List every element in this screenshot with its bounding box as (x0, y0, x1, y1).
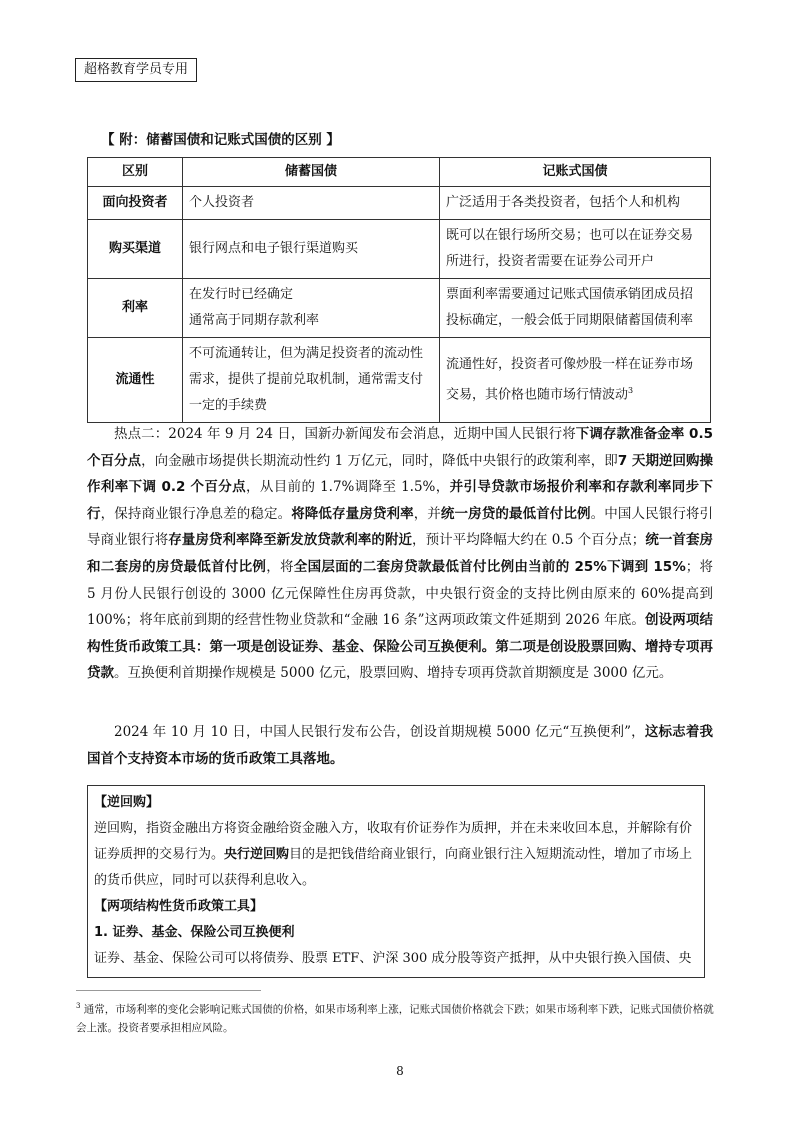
header-category: 区别 (88, 158, 183, 187)
cell-savings: 个人投资者 (183, 187, 440, 220)
header-bookentry-bond: 记账式国债 (440, 158, 711, 187)
box-subheading: 1. 证券、基金、保险公司互换便利 (94, 925, 295, 940)
announcement-paragraph: 2024 年 10 月 10 日，中国人民银行发布公告，创设首期规模 5000 亿元“互换便利”，这标志着我国首个支持资本市场的货币政策工具落地。 (87, 724, 714, 767)
footnote: $^3$ 通常，市场利率的变化会影响记账式国债的价格，如果市场利率上涨，记账式国债价格就会下跌；如果市场利率下跌，记账式国债价格就会上涨。投资者要承担相应风险。 (76, 1002, 714, 1034)
cell-savings: 银行网点和电子银行渠道购买 (183, 220, 440, 279)
comparison-table (87, 157, 711, 423)
table-header-row (88, 158, 711, 187)
section-title: 【 附：储蓄国债和记账式国债的区别 】 (101, 132, 340, 148)
table-row (88, 279, 711, 338)
table-row (88, 187, 711, 220)
row-label: 利率 (88, 279, 183, 338)
box-heading-tools: 【两项结构性货币政策工具】 (94, 899, 264, 914)
footnote-ref: 3 (628, 385, 634, 395)
glossary-box (87, 785, 705, 978)
cell-savings: 在发行时已经确定 通常高于同期存款利率 (183, 279, 440, 338)
cell-bookentry: 既可以在银行场所交易；也可以在证券交易所进行，投资者需要在证券公司开户 (440, 220, 711, 279)
table-row (88, 338, 711, 423)
row-label: 流通性 (88, 338, 183, 423)
document-stamp: 超格教育学员专用 (75, 58, 197, 82)
box-heading-reverse-repo: 【逆回购】 (94, 795, 160, 810)
row-label: 购买渠道 (88, 220, 183, 279)
box-paragraph: 证券、基金、保险公司可以将债券、股票 ETF、沪深 300 成分股等资产抵押，从中央银行换入国债、央 (94, 951, 692, 966)
table-row (88, 220, 711, 279)
cell-savings: 不可流通转让，但为满足投资者的流动性需求，提供了提前兑取机制，通常需支付一定的手续费 (183, 338, 440, 423)
box-paragraph: 逆回购，指资金融出方将资金融给资金融入方，收取有价证券作为质押，并在未来收回本息，并解除有价证券质押的交易行为。央行逆回购目的是把钱借给商业银行，向商业银行注入短期流动性，增加了市场上的货币供应，同时可以获得利息收入。 (94, 821, 693, 888)
page-number: 8 (396, 1064, 404, 1078)
footnote-divider (76, 990, 261, 991)
cell-bookentry: 票面利率需要通过记账式国债承销团成员招投标确定，一般会低于同期限储蓄国债利率 (440, 279, 711, 338)
row-label: 面向投资者 (88, 187, 183, 220)
hotspot-paragraph: 热点二：2024 年 9 月 24 日，国新办新闻发布会消息，近期中国人民银行将下调存款准备金率 0.5 个百分点，向金融市场提供长期流动性约 1 万亿元，同时，降低中央银行的政策利率，即7 天期逆回购操作利率下调 0.2 个百分点，从目前的 1.7%调降至 1.5%，并引导贷款市场报价利率和存款利率同步下行，保持商业银行净息差的稳定。将降低存量房贷利率，并统一房贷的最低首付比例。中国人民银行将引导商业银行将存量房贷利率降至新发放贷款利率的附近，预计平均降幅大约在 0.5 个百分点；统一首套房和二套房的房贷最低首付比例，将全国层面的二套房贷款最低首付比例由当前的 25%下调到 15%；将 5 月份人民银行创设的 3000 亿元保障性住房再贷款，中央银行资金的支持比例由原来的 60%提高到 100%；将年底前到期的经营性物业贷款和“金融 16 条”这两项政策文件延期到 2026 年底。创设两项结构性货币政策工具：第一项是创设证券、基金、保险公司互换便利。第二项是创设股票回购、增持专项再贷款。互换便利首期操作规模是 5000 亿元，股票回购、增持专项再贷款首期额度是 3000 亿元。 (87, 426, 714, 682)
cell-bookentry: 流通性好，投资者可像炒股一样在证券市场交易，其价格也随市场行情波动$^3$ (440, 338, 711, 423)
cell-bookentry: 广泛适用于各类投资者，包括个人和机构 (440, 187, 711, 220)
header-savings-bond: 储蓄国债 (183, 158, 440, 187)
